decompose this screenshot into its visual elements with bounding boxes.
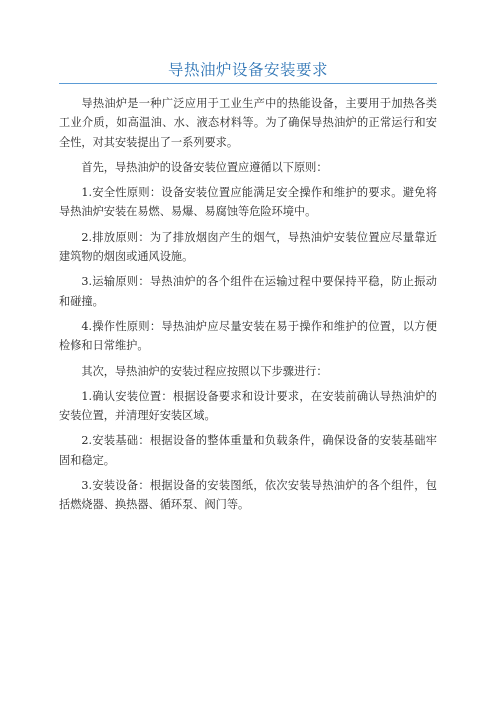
paragraph-emission-principle: 2.排放原则：为了排放烟囱产生的烟气，导热油炉安装位置应尽量靠近建筑物的烟囱或通风设施。 [59, 230, 437, 264]
paragraph-safety-principle: 1.安全性原则：设备安装位置应能满足安全操作和维护的要求。避免将导热油炉安装在易燃、易爆、易腐蚀等危险环境中。 [59, 186, 437, 219]
paragraph-installation-steps: 其次，导热油炉的安装过程应按照以下步骤进行： [81, 364, 328, 378]
paragraph-foundation: 2.安装基础：根据设备的整体重量和负载条件，确保设备的安装基础牢固和稳定。 [59, 434, 437, 467]
title-divider [59, 83, 437, 84]
paragraph-transport-principle: 3.运输原则：导热油炉的各个组件在运输过程中要保持平稳，防止振动和碰撞。 [59, 275, 437, 308]
paragraph-operability-principle: 4.操作性原则：导热油炉应尽量安装在易于操作和维护的位置，以方便检修和日常维护。 [59, 319, 437, 353]
paragraph-intro: 导热油炉是一种广泛应用于工业生产中的热能设备，主要用于加热各类工业介质，如高温油、水、液态材料等。为了确保导热油炉的正常运行和安全性，对其安装提出了一系列要求。 [59, 97, 437, 149]
paragraph-confirm-location: 1.确认安装位置：根据设备要求和设计要求，在安装前确认导热油炉的安装位置，并清理好安装区域。 [59, 389, 437, 423]
paragraph-location-principles: 首先，导热油炉的设备安装位置应遵循以下原则： [81, 160, 328, 174]
document-body [59, 94, 437, 521]
paragraph-install-equipment: 3.安装设备：根据设备的安装图纸，依次安装导热油炉的各个组件，包括燃烧器、换热器、循环泵、阀门等。 [59, 479, 437, 512]
document-title: 导热油炉设备安装要求 [167, 61, 328, 79]
